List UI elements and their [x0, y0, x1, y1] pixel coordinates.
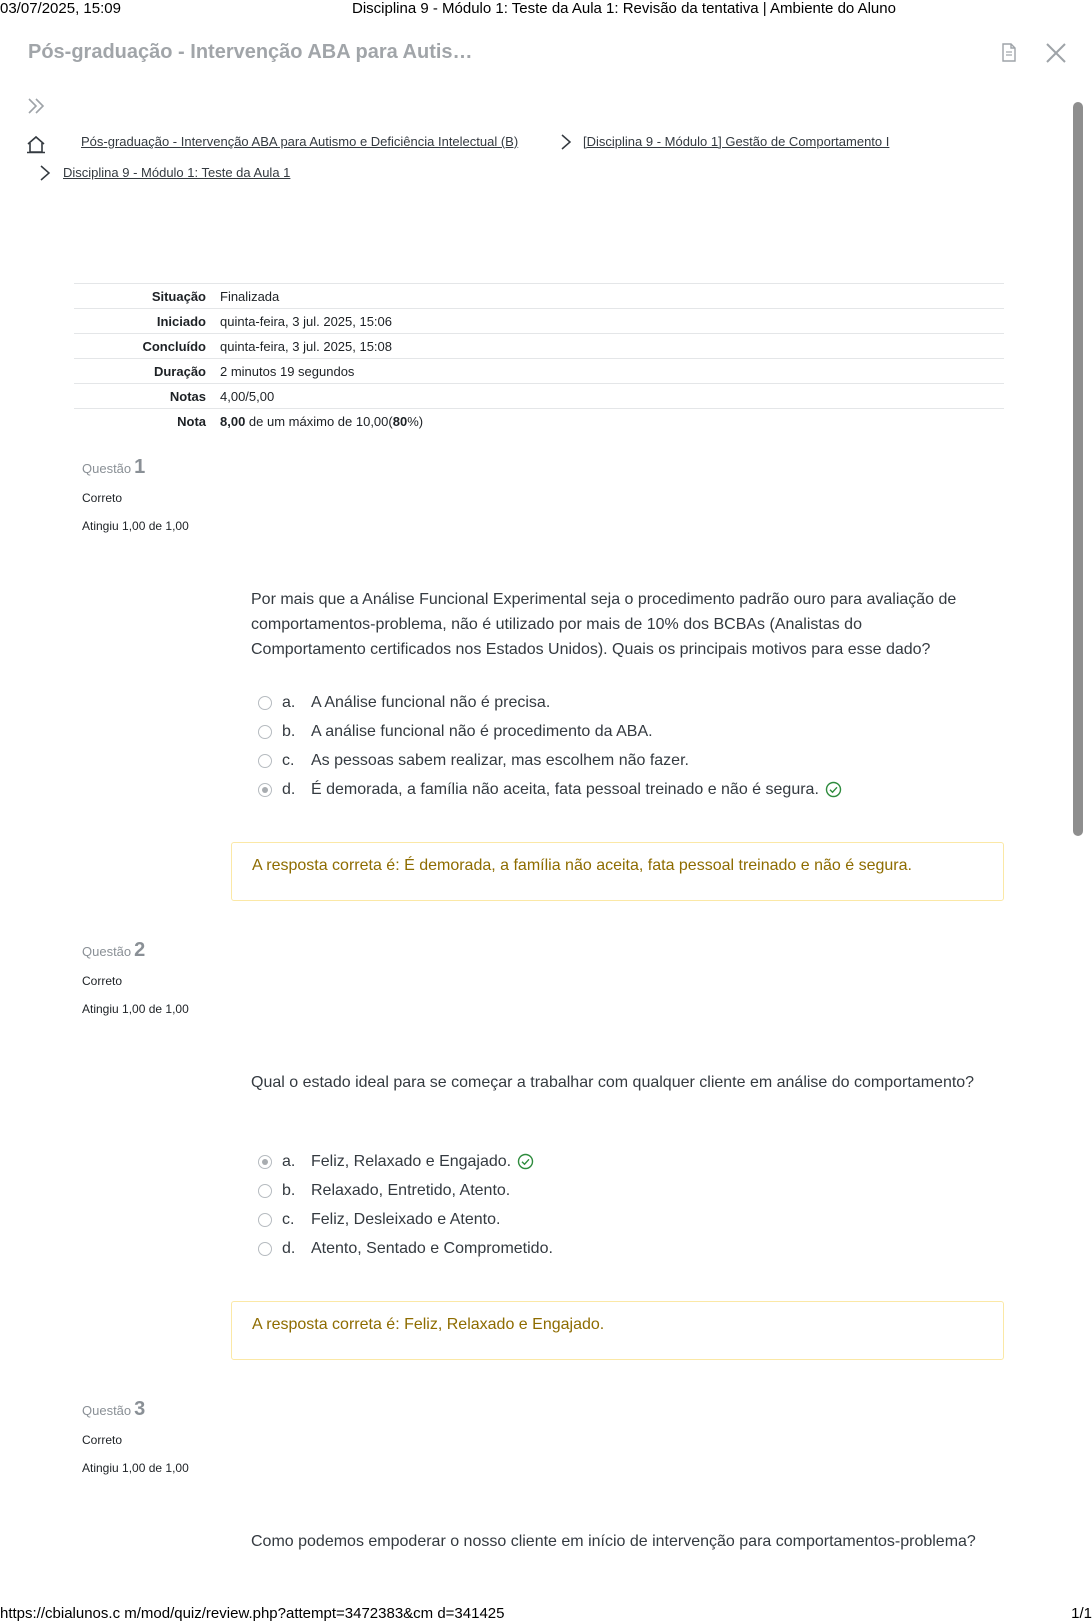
summary-row-situacao [74, 283, 1004, 308]
summary-label: Notas [169, 388, 206, 404]
question-state: Correto [82, 1433, 123, 1447]
question-grade: Atingiu 1,00 de 1,00 [82, 519, 189, 533]
print-url: https://cbialunos.c m/mod/quiz/review.php?attempt=3472383&cm d=341425 [0, 1605, 505, 1622]
summary-row-duracao [74, 358, 1004, 383]
question-grade: Atingiu 1,00 de 1,00 [82, 1002, 189, 1016]
answer-letter: c. [282, 1210, 295, 1228]
question-text: Qual o estado ideal para se começar a trabalhar com qualquer cliente em análise do comportamento? [251, 1074, 975, 1091]
double-chevron-right-icon[interactable] [26, 96, 46, 116]
answer-text: As pessoas sabem realizar, mas escolhem não fazer. [311, 751, 689, 769]
answer-radio[interactable] [258, 725, 272, 739]
answer-text: Feliz, Desleixado e Atento. [311, 1210, 501, 1228]
check-circle-icon [825, 781, 842, 798]
question-info [82, 939, 222, 1016]
attempt-summary-table [74, 283, 1004, 433]
answer-radio-selected[interactable] [258, 1155, 272, 1169]
answer-radio[interactable] [258, 754, 272, 768]
question-number-value: 3 [134, 1398, 146, 1420]
question-label: Questão [82, 944, 132, 959]
breadcrumb-course-link[interactable]: Pós-graduação - Intervenção ABA para Autismo e Deficiência Intelectual (B) [81, 134, 519, 149]
summary-row-concluido [74, 333, 1004, 358]
summary-value: Finalizada [220, 288, 280, 304]
question-text: Como podemos empoderar o nosso cliente em início de intervenção para comportamentos-problema? [251, 1533, 976, 1550]
answer-radio[interactable] [258, 1213, 272, 1227]
close-icon[interactable] [1044, 41, 1068, 65]
breadcrumb [0, 132, 1060, 192]
answer-text: Relaxado, Entretido, Atento. [311, 1181, 511, 1199]
answer-option[interactable] [258, 1147, 998, 1176]
answer-letter: d. [282, 780, 296, 798]
answer-radio-selected[interactable] [258, 783, 272, 797]
question-info [82, 1398, 222, 1475]
question-state: Correto [82, 491, 123, 505]
answer-letter: a. [282, 1152, 296, 1170]
question-grade: Atingiu 1,00 de 1,00 [82, 1461, 189, 1475]
question-state: Correto [82, 974, 123, 988]
summary-row-nota [74, 408, 1004, 433]
print-date: 03/07/2025, 15:09 [0, 0, 121, 17]
grade-max-text: de um máximo de 10,00( [245, 413, 393, 429]
breadcrumb-quiz-link[interactable]: Disciplina 9 - Módulo 1: Teste da Aula 1 [63, 165, 291, 180]
chevron-right-icon [559, 133, 573, 151]
answer-list [258, 688, 998, 804]
summary-value: quinta-feira, 3 jul. 2025, 15:08 [220, 338, 393, 354]
summary-label: Iniciado [156, 313, 206, 329]
answer-option[interactable] [258, 746, 998, 775]
summary-value: quinta-feira, 3 jul. 2025, 15:06 [220, 313, 393, 329]
breadcrumb-section-link[interactable]: [Disciplina 9 - Módulo 1] Gestão de Comportamento I [583, 134, 890, 149]
check-circle-icon [517, 1153, 534, 1170]
answer-radio[interactable] [258, 696, 272, 710]
summary-label: Situação [151, 288, 206, 304]
answer-letter: b. [282, 1181, 296, 1199]
feedback-text: A resposta correta é: É demorada, a família não aceita, fata pessoal treinado e não é segura. [252, 857, 912, 874]
question-number [82, 456, 222, 479]
answer-letter: a. [282, 693, 296, 711]
answer-text: Atento, Sentado e Comprometido. [311, 1239, 553, 1257]
feedback-text: A resposta correta é: Feliz, Relaxado e Engajado. [252, 1316, 605, 1333]
home-icon[interactable] [26, 135, 46, 155]
answer-text: A análise funcional não é procedimento da ABA. [311, 722, 653, 740]
question-number-value: 2 [134, 939, 146, 961]
answer-radio[interactable] [258, 1242, 272, 1256]
answer-text: Feliz, Relaxado e Engajado. [311, 1152, 512, 1170]
print-header [0, 0, 1092, 18]
answer-option[interactable] [258, 1234, 998, 1263]
answer-option[interactable] [258, 717, 998, 746]
answer-option[interactable] [258, 775, 998, 804]
answer-text: É demorada, a família não aceita, fata pessoal treinado e não é segura. [311, 780, 819, 798]
answer-option[interactable] [258, 688, 998, 717]
question-number-value: 1 [134, 456, 146, 478]
question-number [82, 1398, 222, 1421]
chevron-right-icon [38, 164, 52, 182]
question-info [82, 456, 222, 533]
print-page-number: 1/1 [1071, 1605, 1092, 1622]
summary-row-notas [74, 383, 1004, 408]
answer-letter: d. [282, 1239, 296, 1257]
course-title: Pós-graduação - Intervenção ABA para Autis… [28, 41, 473, 63]
grade-percent: 80 [392, 413, 408, 429]
grade-value: 8,00 [220, 413, 246, 429]
question-text: Por mais que a Análise Funcional Experimental seja o procedimento padrão ouro para avaliação de comportamentos-problema, não é utilizado por mais de 10% dos BCBAs (Analistas do Comportamento certificados nos Estados Unidos). Quais os principais motivos para esse dado? [251, 591, 957, 658]
print-title: Disciplina 9 - Módulo 1: Teste da Aula 1: Revisão da tentativa | Ambiente do Aluno [352, 0, 896, 17]
feedback-box [231, 1301, 1004, 1360]
answer-text: A Análise funcional não é precisa. [311, 693, 551, 711]
print-footer [0, 1605, 1092, 1623]
answer-list [258, 1147, 998, 1263]
question-label: Questão [82, 1403, 132, 1418]
question-label: Questão [82, 461, 132, 476]
grade-percent-suffix: %) [407, 413, 424, 429]
summary-value: 2 minutos 19 segundos [220, 363, 355, 379]
scrollbar-thumb[interactable] [1073, 102, 1083, 836]
course-header [0, 36, 1092, 72]
feedback-box [231, 842, 1004, 901]
summary-label: Concluído [142, 338, 206, 354]
answer-option[interactable] [258, 1205, 998, 1234]
document-icon[interactable] [999, 42, 1019, 64]
answer-option[interactable] [258, 1176, 998, 1205]
answer-letter: b. [282, 722, 296, 740]
summary-value: 4,00/5,00 [220, 388, 275, 404]
answer-radio[interactable] [258, 1184, 272, 1198]
summary-value [206, 414, 423, 429]
summary-label: Duração [153, 363, 206, 379]
summary-label: Nota [177, 413, 206, 429]
answer-letter: c. [282, 751, 295, 769]
summary-row-iniciado [74, 308, 1004, 333]
question-number [82, 939, 222, 962]
